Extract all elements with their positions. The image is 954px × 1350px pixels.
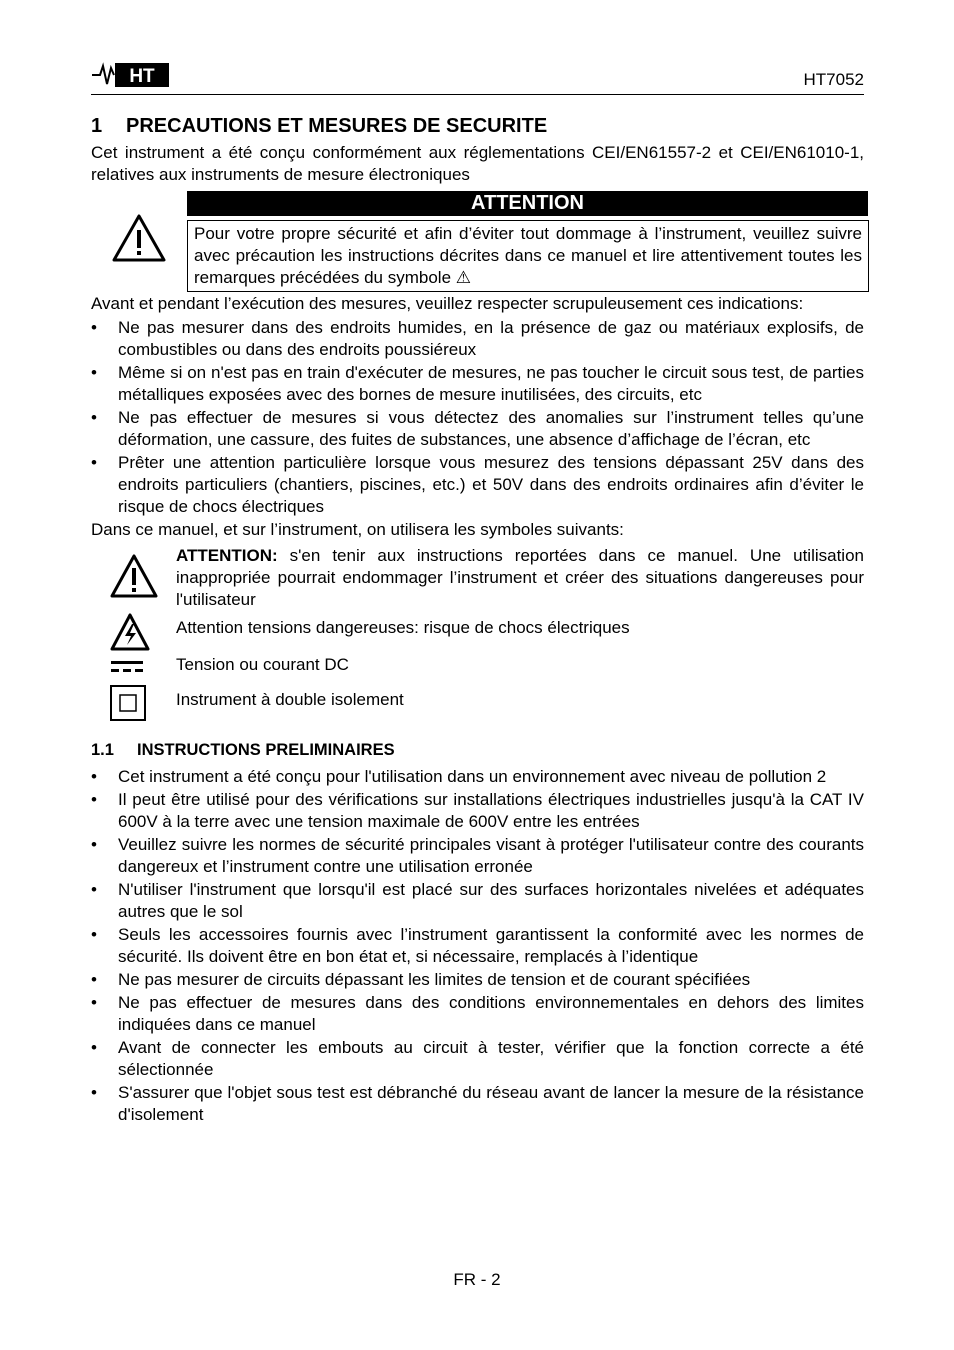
page-number: FR - 2 bbox=[453, 1270, 501, 1289]
list-item: • Ne pas effectuer de mesures si vous détectez des anomalies sur l’instrument telles qu’une déformation, une cassure, des fuites de substances, une absence d’affichage de l’écran, etc bbox=[91, 407, 864, 451]
model-number: HT7052 bbox=[803, 70, 864, 89]
list-item: • N'utiliser l'instrument que lorsqu'il est placé sur des surfaces horizontales nivelées et adéquates autres que le sol bbox=[91, 879, 864, 923]
subsection-title: INSTRUCTIONS PRELIMINAIRES bbox=[137, 741, 395, 759]
list-item: • Ne pas mesurer dans des endroits humides, en la présence de gaz ou matériaux explosifs, de combustibles ou dans des endroits poussiéreux bbox=[91, 317, 864, 361]
symbol-row-dc bbox=[91, 654, 864, 689]
dc-description: Tension ou courant DC bbox=[176, 655, 349, 674]
logo-text: HT bbox=[129, 66, 155, 87]
ht-logo bbox=[91, 62, 171, 93]
list-item: • Seuls les accessoires fournis avec l’instrument garantissent la conformité avec les normes de sécurité. Ils doivent être en bon état et, si nécessaire, remplacés à l’identique bbox=[91, 924, 864, 968]
dc-symbol-icon bbox=[109, 660, 145, 679]
warning-triangle-icon bbox=[109, 553, 159, 604]
safety-bullet-list bbox=[91, 317, 864, 518]
double-insulation-icon bbox=[109, 684, 147, 727]
warning-triangle-icon bbox=[111, 213, 167, 268]
intro-paragraph: Cet instrument a été conçu conformément aux réglementations CEI/EN61557-2 et CEI/EN61010-1, relatives aux instruments de mesure électroniques bbox=[91, 143, 864, 184]
attention-description: s'en tenir aux instructions reportées dans ce manuel. Une utilisation inappropriée pourrait endommager l’instrument et créer des situations dangereuses pour l'utilisateur bbox=[176, 546, 864, 609]
section-1-heading bbox=[91, 115, 864, 138]
symbol-row-voltage bbox=[91, 617, 864, 654]
list-item: • Il peut être utilisé pour des vérifications sur installations électriques industrielles jusqu'à la CAT IV 600V à la terre avec une tension maximale de 600V entre les entrées bbox=[91, 789, 864, 833]
list-item: • Prêter une attention particulière lorsque vous mesurez des tensions dépassant 25V dans des endroits particuliers (chantiers, piscines, etc.) et 50V dans des endroits ordinaires afin d’éviter le risque de chocs électriques bbox=[91, 452, 864, 518]
attention-text: Pour votre propre sécurité et afin d’éviter tout dommage à l’instrument, veuillez suivre avec précaution les instructions décrites dans ce manuel et lire attentivement toutes les remarques précédées du symbole ⚠ bbox=[187, 220, 869, 292]
page-header bbox=[91, 60, 864, 95]
list-item: • Veuillez suivre les normes de sécurité principales visant à protéger l'utilisateur contre des courants dangereux et l’instrument contre une utilisation erronée bbox=[91, 834, 864, 878]
subsection-number: 1.1 bbox=[91, 741, 114, 759]
list-item: • Ne pas mesurer de circuits dépassant les limites de tension et de courant spécifiées bbox=[91, 969, 864, 991]
list-item: • Ne pas effectuer de mesures dans des conditions environnementales en dehors des limites indiquées dans ce manuel bbox=[91, 992, 864, 1036]
before-measure-text: Avant et pendant l’exécution des mesures, veuillez respecter scrupuleusement ces indications: bbox=[91, 294, 804, 313]
section-title: PRECAUTIONS ET MESURES DE SECURITE bbox=[126, 115, 548, 137]
attention-label: ATTENTION: bbox=[176, 546, 278, 565]
symbols-intro: Dans ce manuel, et sur l’instrument, on utilisera les symboles suivants: bbox=[91, 520, 624, 539]
symbols-list bbox=[91, 545, 864, 741]
list-item: • Avant de connecter les embouts au circuit à tester, vérifier que la fonction correcte a été sélectionnée bbox=[91, 1037, 864, 1081]
document-page bbox=[91, 60, 864, 1127]
symbol-row-double-insulation bbox=[91, 689, 864, 741]
preliminary-bullet-list bbox=[91, 766, 864, 1126]
attention-box bbox=[91, 191, 864, 289]
list-item: • Même si on n'est pas en train d'exécuter de mesures, ne pas toucher le circuit sous test, de parties métalliques exposées avec des bornes de mesure inutilisées, des circuits, etc bbox=[91, 362, 864, 406]
list-item: • S'assurer que l'objet sous test est débranché du réseau avant de lancer la mesure de la résistance d'isolement bbox=[91, 1082, 864, 1126]
voltage-description: Attention tensions dangereuses: risque de chocs électriques bbox=[176, 618, 630, 637]
attention-header: ATTENTION bbox=[187, 191, 868, 216]
list-item: • Cet instrument a été conçu pour l'utilisation dans un environnement avec niveau de pollution 2 bbox=[91, 766, 864, 788]
section-1-1-heading bbox=[91, 741, 864, 760]
symbol-row-attention bbox=[91, 545, 864, 613]
high-voltage-icon bbox=[109, 612, 151, 657]
section-number: 1 bbox=[91, 115, 103, 137]
double-insulation-description: Instrument à double isolement bbox=[176, 690, 404, 709]
